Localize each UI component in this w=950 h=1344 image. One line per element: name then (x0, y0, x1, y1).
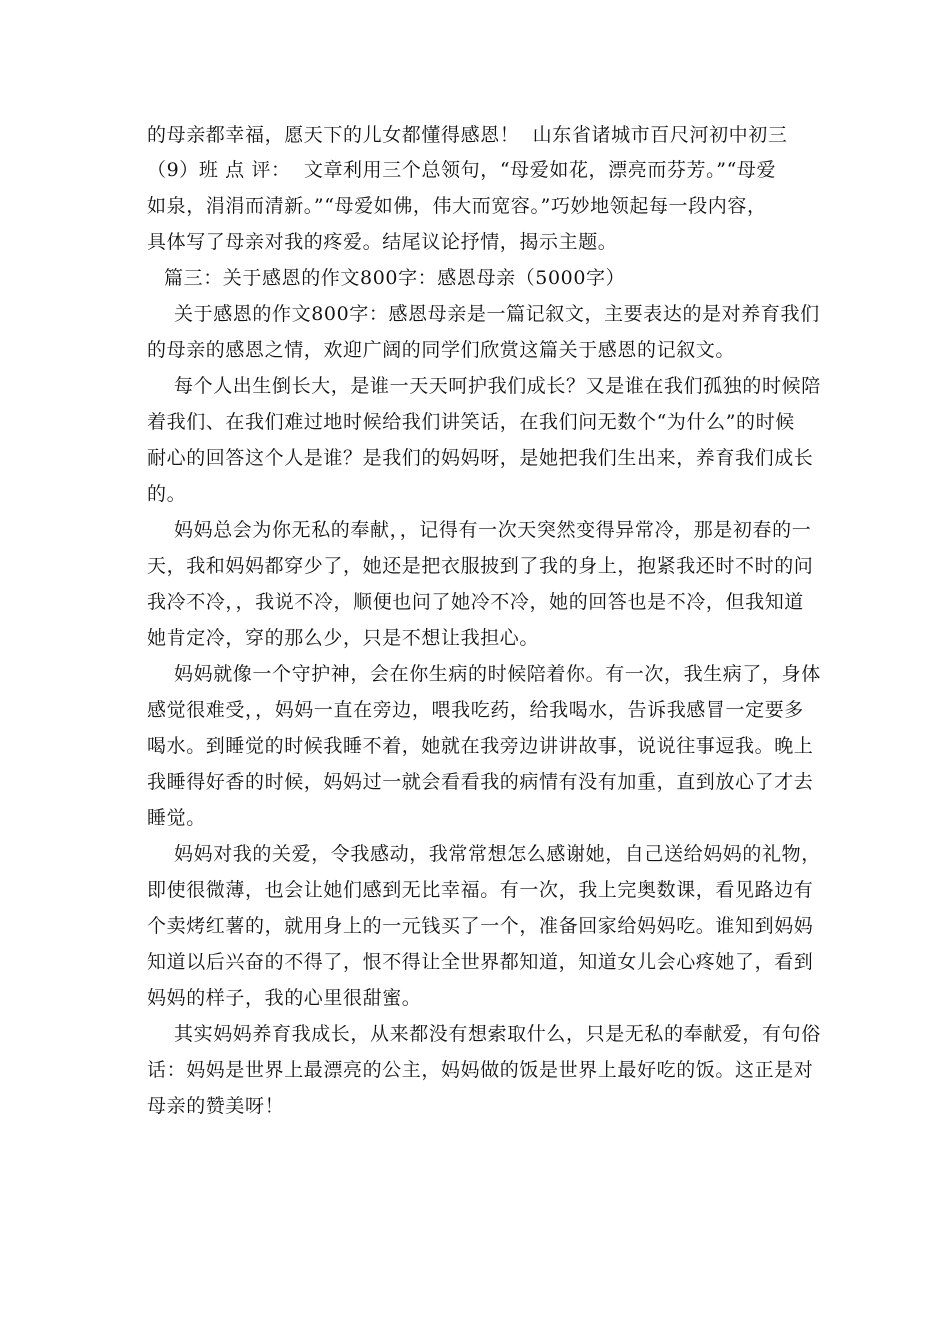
text-line: 母亲的赞美呀！ (147, 1095, 285, 1117)
text-line: 话：妈妈是世界上最漂亮的公主，妈妈做的饭是世界上最好吃的饭。这正是对 (147, 1059, 814, 1081)
text-line: 耐心的回答这个人是谁？是我们的妈妈呀，是她把我们生出来，养育我们成长 (147, 447, 814, 469)
text-line: 天，我和妈妈都穿少了，她还是把衣服披到了我的身上，抱紧我还时不时的问 (147, 555, 814, 577)
text-line: 知道以后兴奋的不得了，恨不得让全世界都知道，知道女儿会心疼她了，看到 (147, 951, 814, 973)
text-line: 喝水。到睡觉的时候我睡不着，她就在我旁边讲讲故事，说说往事逗我。晚上 (147, 735, 814, 757)
text-line: 如泉，涓涓而清新。”“母爱如佛，伟大而宽容。”巧妙地领起每一段内容， (147, 195, 767, 217)
text-line: 个卖烤红薯的，就用身上的一元钱买了一个，准备回家给妈妈吃。谁知到妈妈 (147, 915, 814, 937)
text-line: 妈妈总会为你无私的奉献，，记得有一次天突然变得异常冷，那是初春的一 (174, 519, 812, 541)
section-heading: 篇三：关于感恩的作文800字：感恩母亲（5000字） (164, 267, 626, 289)
text-line: 具体写了母亲对我的疼爱。结尾议论抒情，揭示主题。 (147, 231, 618, 253)
text-line: 妈妈对我的关爱，令我感动，我常常想怎么感谢她，自己送给妈妈的礼物， (174, 843, 821, 865)
text-line: 妈妈就像一个守护神，会在你生病的时候陪着你。有一次，我生病了，身体 (174, 663, 821, 685)
text-line: 睡觉。 (147, 807, 206, 829)
text-line: 着我们、在我们难过地时候给我们讲笑话，在我们问无数个“为什么”的时候 (147, 411, 795, 433)
text-line: 的母亲都幸福，愿天下的儿女都懂得感恩！ 山东省诸城市百尺河初中初三 (147, 124, 788, 146)
text-line: 她肯定冷，穿的那么少，只是不想让我担心。 (147, 627, 540, 649)
text-line: （9）班 点 评： 文章利用三个总领句，“母爱如花，漂亮而芬芳。”“母爱 (147, 159, 777, 181)
text-line: 即使很微薄，也会让她们感到无比幸福。有一次，我上完奥数课，看见路边有 (147, 879, 814, 901)
text-line: 的。 (147, 483, 187, 505)
text-line: 的母亲的感恩之情，欢迎广阔的同学们欣赏这篇关于感恩的记叙文。 (147, 339, 736, 361)
text-line: 其实妈妈养育我成长，从来都没有想索取什么，只是无私的奉献爱，有句俗 (174, 1023, 821, 1045)
text-line: 我睡得好香的时候，妈妈过一就会看看我的病情有没有加重，直到放心了才去 (147, 771, 814, 793)
text-line: 关于感恩的作文800字：感恩母亲是一篇记叙文，主要表达的是对养育我们 (174, 303, 820, 325)
text-line: 每个人出生倒长大，是谁一天天呵护我们成长？又是谁在我们孤独的时候陪 (174, 375, 821, 397)
text-line: 妈妈的样子，我的心里很甜蜜。 (147, 987, 422, 1009)
text-line: 我冷不冷，，我说不冷，顺便也问了她冷不冷，她的回答也是不冷，但我知道 (147, 591, 804, 613)
text-line: 感觉很难受，，妈妈一直在旁边，喂我吃药，给我喝水，告诉我感冒一定要多 (147, 699, 804, 721)
